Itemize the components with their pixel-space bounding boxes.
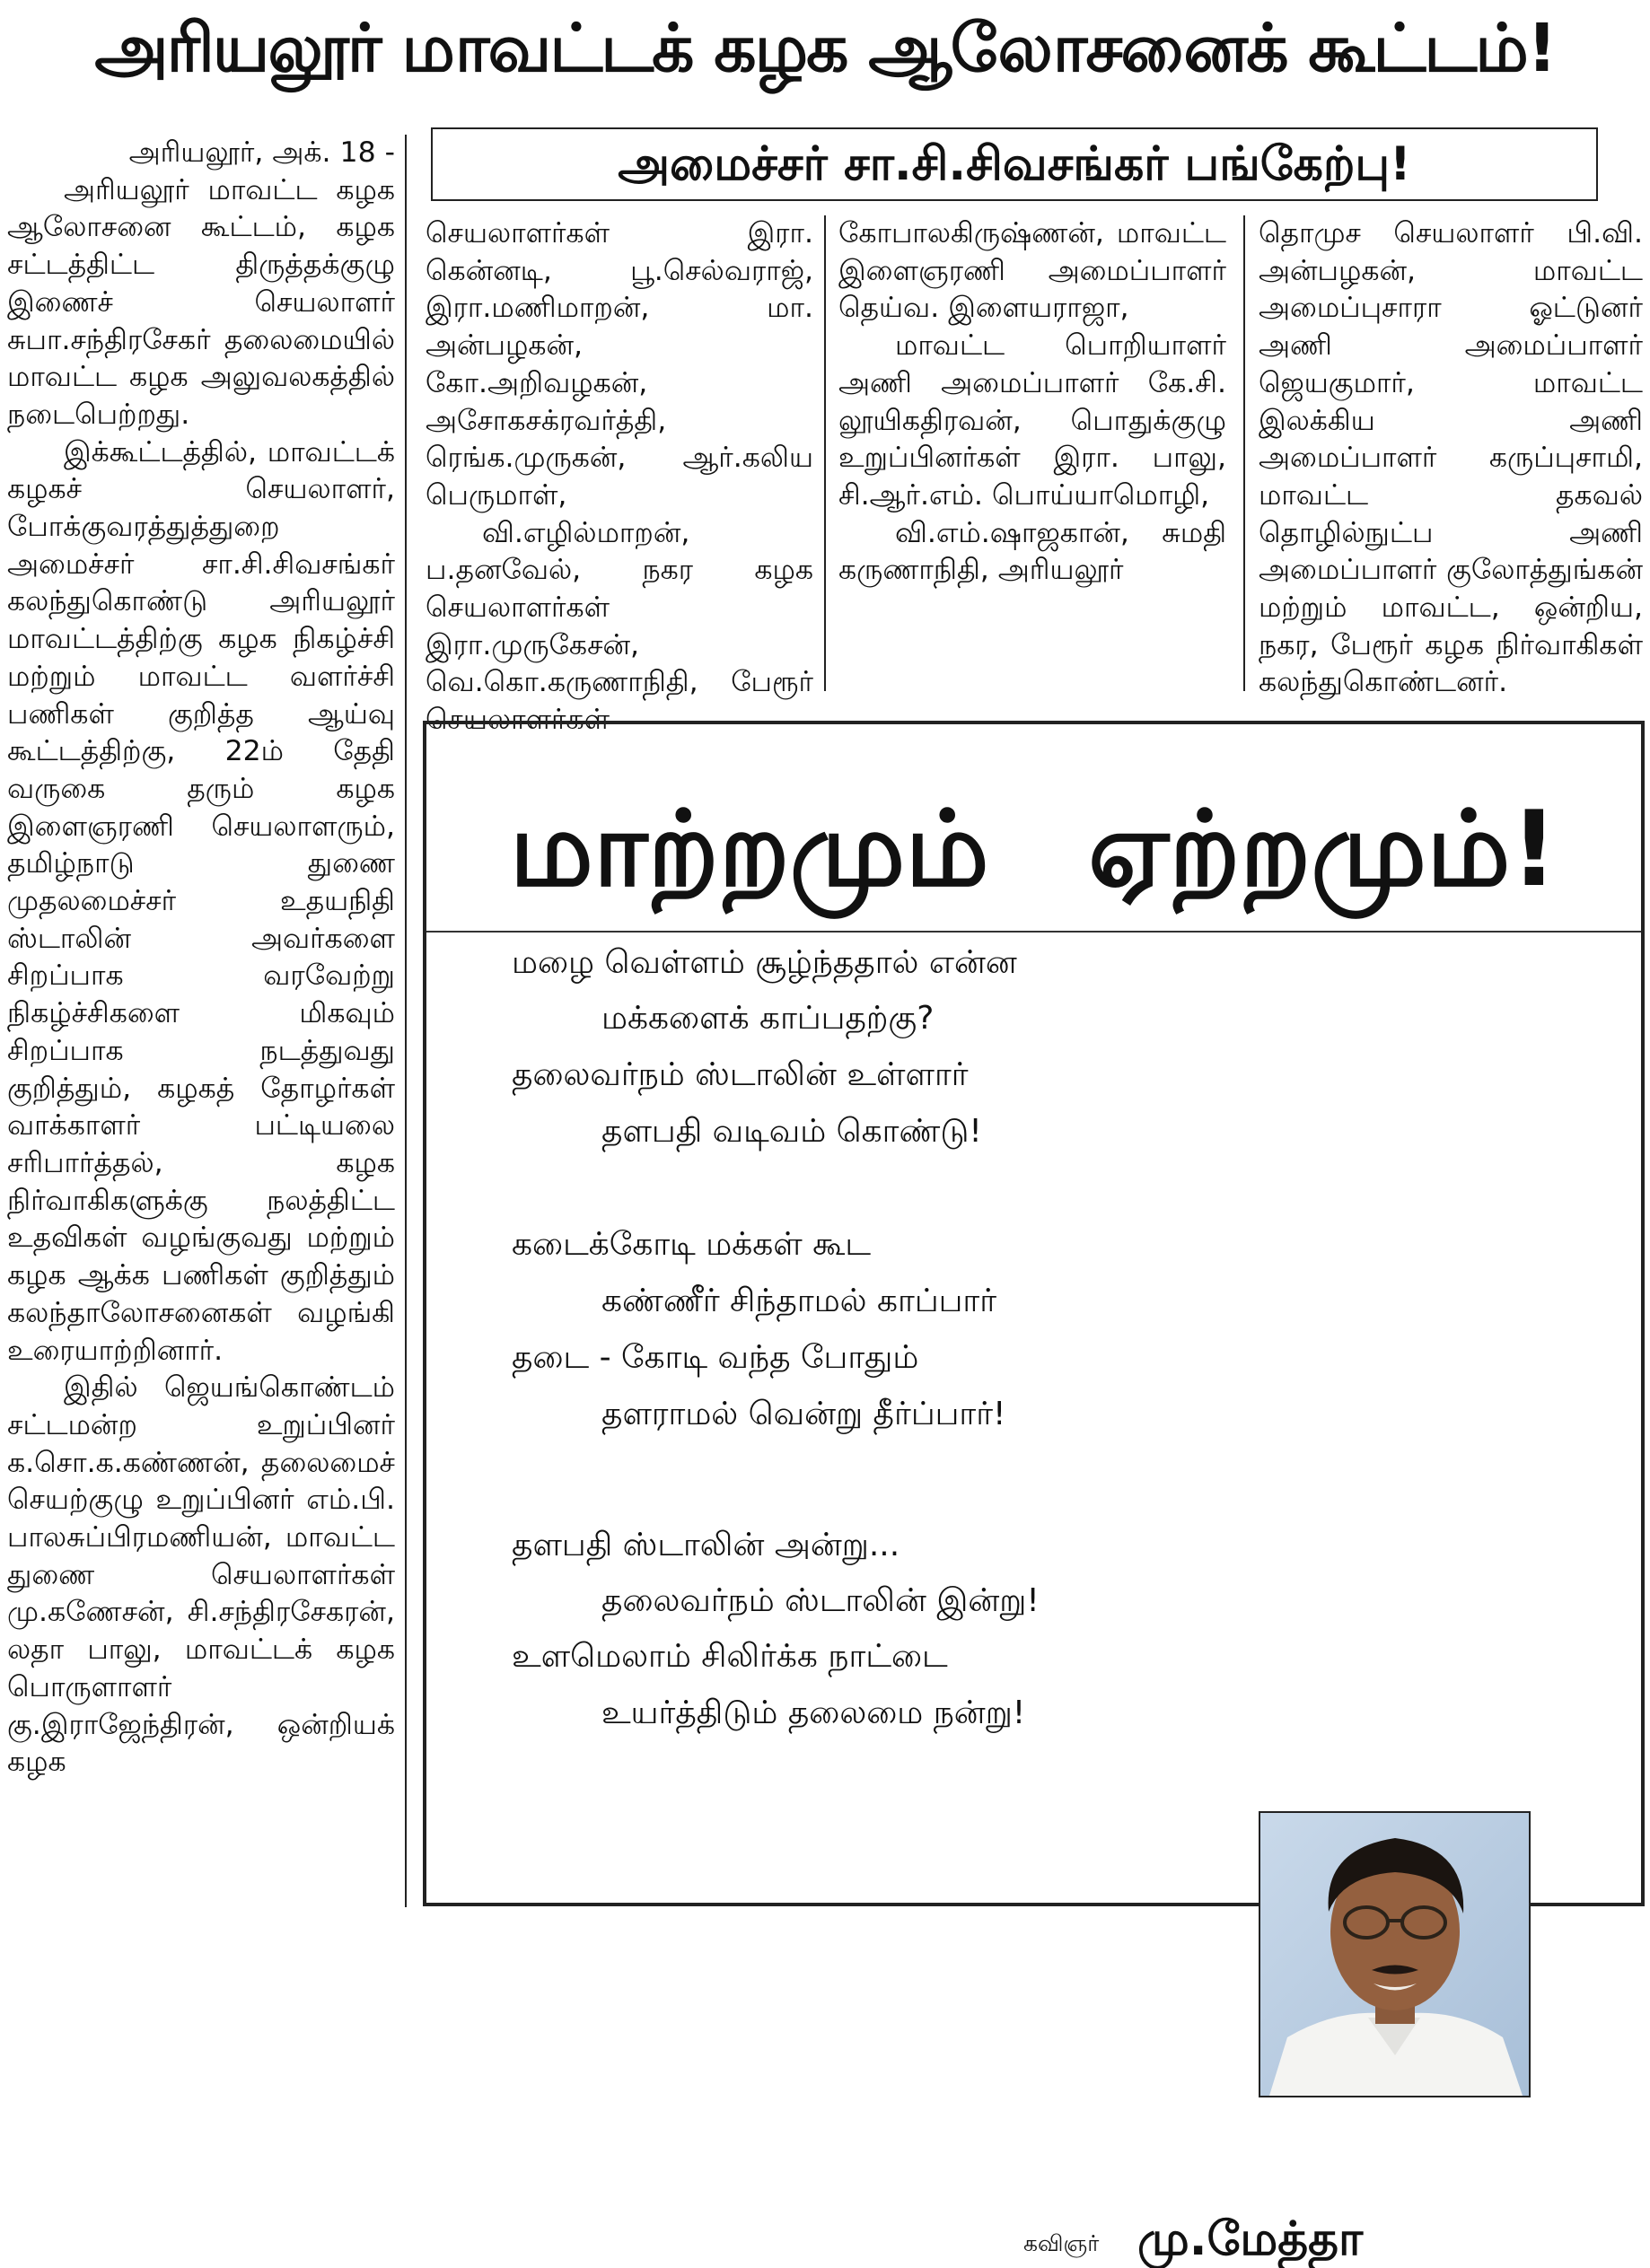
poem-line: தலைவர்நம் ஸ்டாலின் உள்ளார் [512,1056,969,1093]
poem-line: கண்ணீர் சிந்தாமல் காப்பார் [601,1283,997,1319]
poem-title: மாற்றமும் ஏற்றமும்! [509,789,1558,910]
poet-name: மு.மேத்தா [1137,2212,1364,2266]
column-3-paragraph-2: மாவட்ட பொறியாளர் அணி அமைப்பாளர் கே.சி. லூயிகதிரவன், பொதுக்குழு உறுப்பினர்கள் இரா. பாலு, சி.ஆர்.எம். பொய்யாமொழி, [838,329,1226,512]
poem-line: கடைக்கோடி மக்கள் கூட [512,1226,871,1263]
column-divider [1243,215,1245,691]
dateline: அரியலூர், அக். 18 - [128,136,395,169]
column-3-paragraph-3: வி.எம்.ஷாஜகான், சுமதி கருணாநிதி, அரியலூர் [838,516,1226,587]
poem-line: மழை வெள்ளம் சூழ்ந்ததால் என்ன [512,944,1017,981]
poem-line: தளராமல் வென்று தீர்ப்பார்! [601,1396,1006,1432]
poet-prefix: கவிஞர் [1023,2230,1100,2256]
article-column-2 [426,215,813,737]
poem-line: உயர்த்திடும் தலைமை நன்று! [601,1694,1026,1731]
column-4-paragraph-1: தொமுச செயலாளர் பி.வி. அன்பழகன், மாவட்ட அமைப்புசாரா ஓட்டுனர் அணி அமைப்பாளர் ஜெயகுமார், மாவட்ட இலக்கிய அணி அமைப்பாளர் கருப்புசாமி, மாவட்ட தகவல் தொழில்நுட்ப அணி அமைப்பாளர் குலோத்துங்கன் மற்றும் மாவட்ட, ஒன்றிய, நகர, பேரூர் கழக நிர்வாகிகள் கலந்துகொண்டனர். [1259,217,1643,699]
left-article-column [7,135,395,1903]
poet-portrait-image [1260,1813,1529,2096]
poem-line: தளபதி வடிவம் கொண்டு! [601,1113,982,1150]
left-paragraph-2: இக்கூட்டத்தில், மாவட்டக் கழகச் செயலாளர், போக்குவரத்துத்துறை அமைச்சர் சா.சி.சிவசங்கர் கலந்துகொண்டு அரியலூர் மாவட்டத்திற்கு கழக நிகழ்ச்சி மற்றும் மாவட்ட வளர்ச்சி பணிகள் குறித்த ஆய்வு கூட்டத்திற்கு, 22ம் தேதி வருகை தரும் கழக இளைஞரணி செயலாளரும், தமிழ்நாடு துணை முதலமைச்சர் உதயநிதி ஸ்டாலின் அவர்களை சிறப்பாக வரவேற்று நிகழ்ச்சிகளை மிகவும் சிறப்பாக நடத்துவது குறித்தும், கழகத் தோழர்கள் வாக்காளர் பட்டியலை சரிபார்த்தல், கழக நிர்வாகிகளுக்கு நலத்திட்ட உதவிகள் வழங்குவது மற்றும் கழக ஆக்க பணிகள் குறித்தும் கலந்தாலோசனைகள் வழங்கி உரையாற்றினார். [7,435,395,1367]
article-column-4 [1259,215,1643,700]
sub-headline-box: அமைச்சர் சா.சி.சிவசங்கர் பங்கேற்பு! [431,127,1598,201]
column-divider [405,135,407,1907]
main-headline: அரியலூர் மாவட்டக் கழக ஆலோசனைக் கூட்டம்! [94,10,1556,87]
column-3-paragraph-1: கோபாலகிருஷ்ணன், மாவட்ட இளைஞரணி அமைப்பாளர் தெய்வ. இளையராஜா, [838,217,1226,325]
poet-photo [1259,1811,1531,2097]
column-divider [824,215,826,691]
poem-line: தலைவர்நம் ஸ்டாலின் இன்று! [601,1582,1040,1619]
poem-line: மக்களைக் காப்பதற்கு? [601,1000,935,1037]
article-column-3 [838,215,1226,700]
left-paragraph-1: அரியலூர் மாவட்ட கழக ஆலோசனை கூட்டம், கழக சட்டத்திட்ட திருத்தக்குழு இணைச் செயலாளர் சுபா.சந்திரசேகர் தலைமையில் மாவட்ட கழக அலுவலகத்தில் நடைபெற்றது. [7,173,395,431]
poem-line: தளபதி ஸ்டாலின் அன்று... [512,1527,900,1563]
poem-line: தடை - கோடி வந்த போதும் [512,1339,919,1376]
column-2-paragraph-2: வி.எழில்மாறன், ப.தனவேல், நகர கழக செயலாளர்கள் இரா.முருகேசன், வெ.கொ.கருணாநிதி, பேரூர் செயலாளர்கள் [426,516,813,737]
poem-title-rule [426,931,1641,933]
poem-box [423,721,1645,2266]
column-2-paragraph-1: செயலாளர்கள் இரா. கென்னடி, பூ.செல்வராஜ், இரா.மணிமாறன், மா. அன்பழகன், கோ.அறிவழகன், அசோகசக்ரவர்த்தி, ரெங்க.முருகன், ஆர்.கலிய பெருமாள், [426,217,813,512]
left-paragraph-3: இதில் ஜெயங்கொண்டம் சட்டமன்ற உறுப்பினர் க.சொ.க.கண்ணன், தலைமைச் செயற்குழு உறுப்பினர் எம்.பி. பாலசுப்பிரமணியன், மாவட்ட துணை செயலாளர்கள் மு.கணேசன், சி.சந்திரசேகரன், லதா பாலு, மாவட்டக் கழக பொருளாளர் கு.இராஜேந்திரன், ஒன்றியக் கழக [7,1371,395,1779]
poem-line: உளமெலாம் சிலிர்க்க நாட்டை [512,1638,948,1675]
